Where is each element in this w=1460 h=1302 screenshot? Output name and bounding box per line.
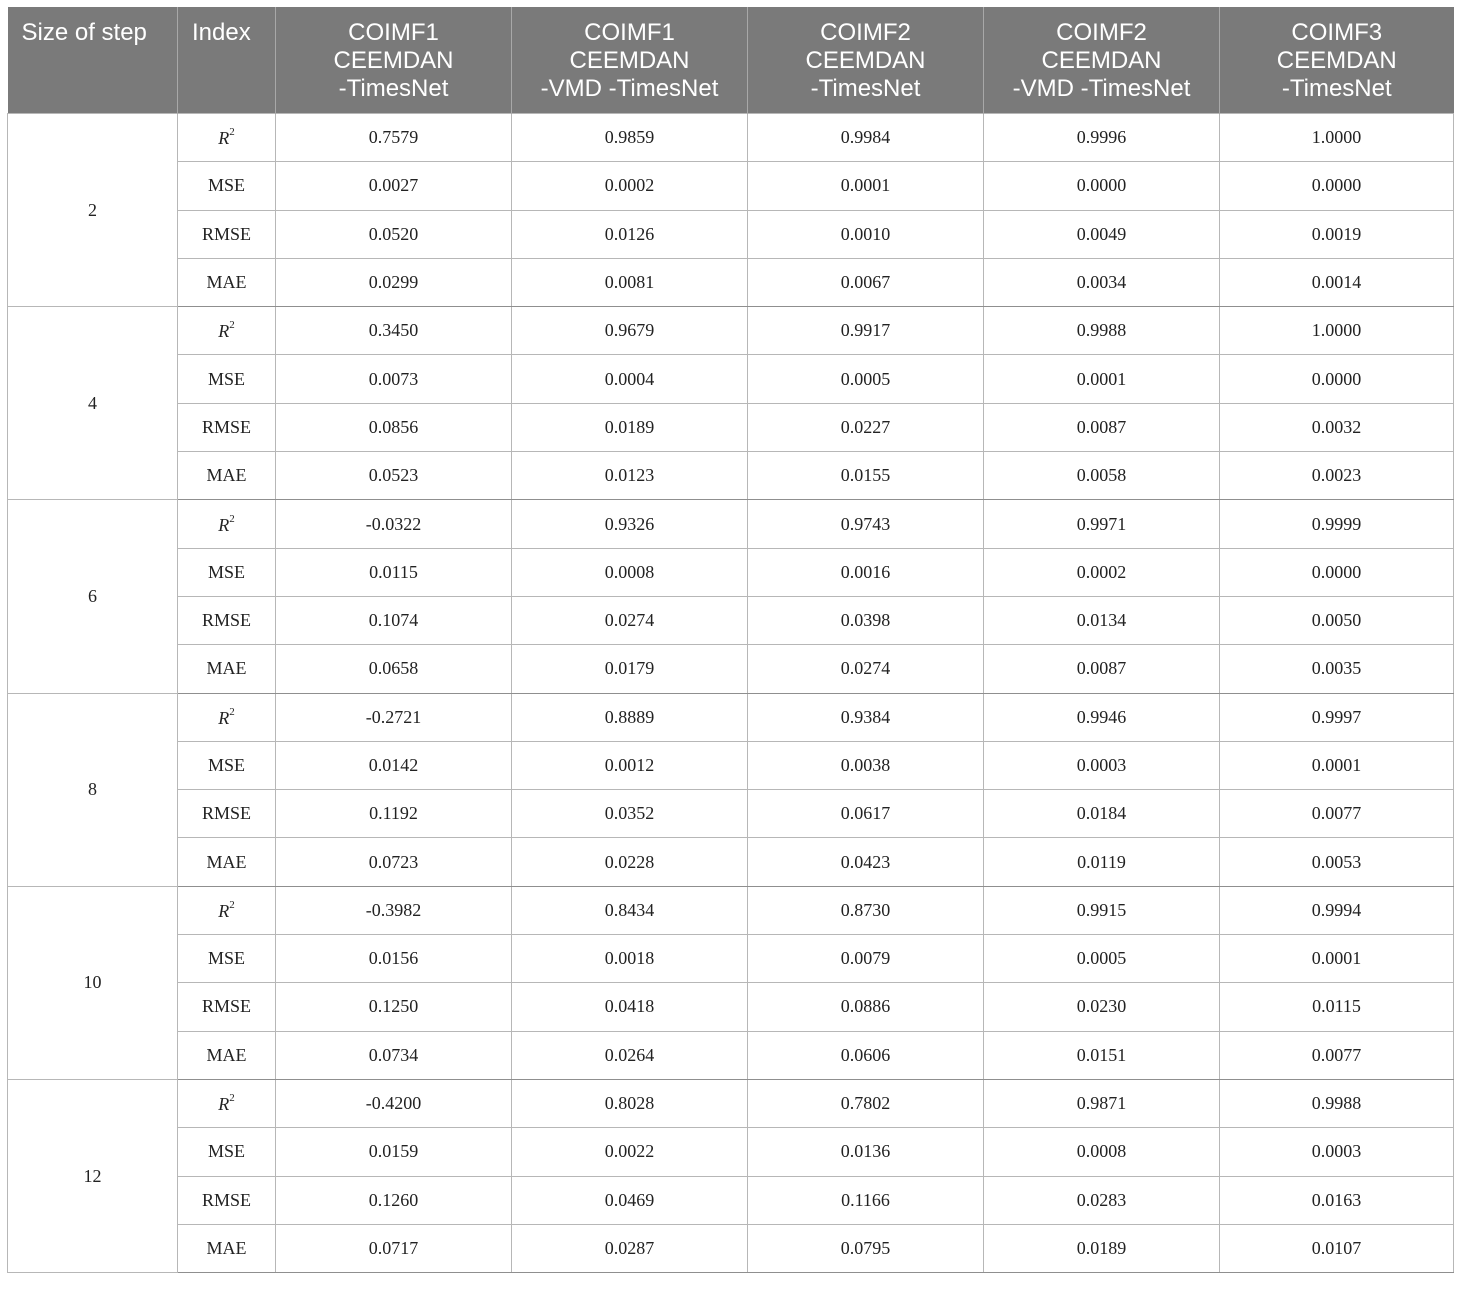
value-cell: 0.0027 (276, 162, 512, 210)
index-cell (178, 1079, 276, 1127)
value-cell: 0.9743 (748, 500, 984, 548)
value-cell: 0.0189 (984, 1224, 1220, 1272)
value-cell: 0.0087 (984, 403, 1220, 451)
header-coimf1-ceemdan-timesnet (276, 7, 512, 114)
header-line: CEEMDAN (1041, 47, 1162, 74)
value-cell: 0.8730 (748, 886, 984, 934)
value-cell: 0.9994 (1220, 886, 1454, 934)
value-cell: 0.0115 (276, 548, 512, 596)
value-cell: 0.0008 (984, 1128, 1220, 1176)
value-cell: 0.0008 (512, 548, 748, 596)
step-size-cell: 10 (8, 886, 178, 1079)
header-line: -VMD -TimesNet (540, 75, 719, 102)
index-cell: MAE (178, 1224, 276, 1272)
table-row (8, 307, 1454, 355)
index-cell: RMSE (178, 1176, 276, 1224)
index-cell: RMSE (178, 596, 276, 644)
value-cell: 0.0005 (748, 355, 984, 403)
value-cell: 0.0134 (984, 596, 1220, 644)
value-cell: 0.0352 (512, 790, 748, 838)
value-cell: -0.4200 (276, 1079, 512, 1127)
value-cell: 0.0003 (1220, 1128, 1454, 1176)
table-row (8, 741, 1454, 789)
table-row (8, 1031, 1454, 1079)
value-cell: 0.0299 (276, 258, 512, 306)
header-line: -TimesNet (1281, 75, 1392, 102)
value-cell: 0.0189 (512, 403, 748, 451)
value-cell: 0.0004 (512, 355, 748, 403)
value-cell: 0.0523 (276, 452, 512, 500)
r-squared-label (218, 705, 235, 728)
value-cell: 0.0156 (276, 935, 512, 983)
header-line: -TimesNet (810, 75, 921, 102)
value-cell: 0.0717 (276, 1224, 512, 1272)
value-cell: 0.0001 (1220, 741, 1454, 789)
value-cell: 0.0520 (276, 210, 512, 258)
value-cell: 0.9988 (984, 307, 1220, 355)
header-line: COIMF2 (1056, 19, 1147, 46)
value-cell: 0.0107 (1220, 1224, 1454, 1272)
index-label: R (218, 514, 230, 535)
value-cell: 0.9996 (984, 114, 1220, 162)
table-row (8, 1176, 1454, 1224)
index-cell: RMSE (178, 403, 276, 451)
value-cell: 0.7802 (748, 1079, 984, 1127)
value-cell: 0.9326 (512, 500, 748, 548)
table-row (8, 1079, 1454, 1127)
value-cell: -0.2721 (276, 693, 512, 741)
value-cell: 0.0734 (276, 1031, 512, 1079)
value-cell: 0.0119 (984, 838, 1220, 886)
header-size-of-step (8, 7, 178, 114)
header-line: -VMD -TimesNet (1012, 75, 1191, 102)
value-cell: 0.8028 (512, 1079, 748, 1127)
value-cell: 0.0228 (512, 838, 748, 886)
table-row (8, 645, 1454, 693)
value-cell: 0.0038 (748, 741, 984, 789)
value-cell: 0.0606 (748, 1031, 984, 1079)
table-row (8, 500, 1454, 548)
value-cell: 1.0000 (1220, 307, 1454, 355)
value-cell: 0.0077 (1220, 790, 1454, 838)
value-cell: 0.8434 (512, 886, 748, 934)
table-row (8, 790, 1454, 838)
index-cell: MAE (178, 645, 276, 693)
step-size-cell: 12 (8, 1079, 178, 1272)
r-squared-label (218, 512, 235, 535)
value-cell: 0.0617 (748, 790, 984, 838)
value-cell: 0.7579 (276, 114, 512, 162)
value-cell: 0.1166 (748, 1176, 984, 1224)
index-label: R (218, 900, 230, 921)
value-cell: 0.0179 (512, 645, 748, 693)
index-cell (178, 886, 276, 934)
value-cell: 0.0077 (1220, 1031, 1454, 1079)
value-cell: 0.0087 (984, 645, 1220, 693)
header-line: CEEMDAN (569, 47, 690, 74)
table-row (8, 355, 1454, 403)
step-size-cell: 2 (8, 114, 178, 307)
value-cell: 0.0418 (512, 983, 748, 1031)
header-line: CEEMDAN (333, 47, 454, 74)
value-cell: 0.0126 (512, 210, 748, 258)
value-cell: 0.0795 (748, 1224, 984, 1272)
step-size-cell: 8 (8, 693, 178, 886)
value-cell: -0.3982 (276, 886, 512, 934)
value-cell: 1.0000 (1220, 114, 1454, 162)
index-cell: MSE (178, 741, 276, 789)
index-cell: MAE (178, 452, 276, 500)
index-cell (178, 500, 276, 548)
table-row (8, 403, 1454, 451)
value-cell: 0.0081 (512, 258, 748, 306)
index-cell: MAE (178, 838, 276, 886)
value-cell: 0.0274 (512, 596, 748, 644)
index-superscript: 2 (229, 126, 235, 139)
header-line: COIMF1 (584, 19, 675, 46)
header-index (178, 7, 276, 114)
table-body (8, 114, 1454, 1273)
value-cell: 0.0287 (512, 1224, 748, 1272)
table-row (8, 983, 1454, 1031)
index-cell: MSE (178, 935, 276, 983)
header-row (8, 7, 1454, 114)
value-cell: 0.9999 (1220, 500, 1454, 548)
value-cell: 0.0002 (984, 548, 1220, 596)
value-cell: 0.0155 (748, 452, 984, 500)
value-cell: 0.0032 (1220, 403, 1454, 451)
index-cell: RMSE (178, 983, 276, 1031)
value-cell: 0.0000 (1220, 162, 1454, 210)
value-cell: 0.9971 (984, 500, 1220, 548)
index-superscript: 2 (229, 1092, 235, 1105)
value-cell: 0.0002 (512, 162, 748, 210)
value-cell: 0.0723 (276, 838, 512, 886)
index-cell: RMSE (178, 210, 276, 258)
value-cell: 0.0073 (276, 355, 512, 403)
value-cell: -0.0322 (276, 500, 512, 548)
table-row (8, 1224, 1454, 1272)
value-cell: 0.1074 (276, 596, 512, 644)
value-cell: 0.0034 (984, 258, 1220, 306)
header-line: COIMF3 (1291, 19, 1383, 46)
index-label: R (218, 707, 230, 728)
value-cell: 0.9871 (984, 1079, 1220, 1127)
value-cell: 0.0136 (748, 1128, 984, 1176)
table-row (8, 838, 1454, 886)
value-cell: 0.0856 (276, 403, 512, 451)
index-cell: MAE (178, 1031, 276, 1079)
value-cell: 0.0283 (984, 1176, 1220, 1224)
value-cell: 0.9679 (512, 307, 748, 355)
table-row (8, 886, 1454, 934)
value-cell: 0.0886 (748, 983, 984, 1031)
value-cell: 0.0142 (276, 741, 512, 789)
value-cell: 0.0469 (512, 1176, 748, 1224)
header-line: CEEMDAN (805, 47, 926, 74)
value-cell: 0.0000 (1220, 548, 1454, 596)
value-cell: 0.9946 (984, 693, 1220, 741)
header-coimf2-ceemdan-timesnet (748, 7, 984, 114)
index-superscript: 2 (229, 898, 235, 911)
step-size-cell: 6 (8, 500, 178, 693)
value-cell: 0.0163 (1220, 1176, 1454, 1224)
value-cell: 0.0079 (748, 935, 984, 983)
value-cell: 0.1260 (276, 1176, 512, 1224)
header-line: Size of step (21, 19, 147, 46)
table-row (8, 114, 1454, 162)
table-row (8, 693, 1454, 741)
index-cell (178, 307, 276, 355)
value-cell: 0.0123 (512, 452, 748, 500)
index-cell: MSE (178, 355, 276, 403)
value-cell: 0.0067 (748, 258, 984, 306)
header-line: COIMF2 (820, 19, 911, 46)
header-coimf1-ceemdan-vmd-timesnet (512, 7, 748, 114)
value-cell: 0.0003 (984, 741, 1220, 789)
table-header (8, 7, 1454, 114)
value-cell: 0.0014 (1220, 258, 1454, 306)
value-cell: 0.1250 (276, 983, 512, 1031)
index-label: R (218, 1094, 230, 1115)
r-squared-label (218, 1094, 235, 1114)
value-cell: 0.0016 (748, 548, 984, 596)
index-label: R (218, 128, 230, 149)
index-superscript: 2 (229, 705, 235, 718)
r-squared-label (218, 128, 235, 148)
value-cell: 0.0049 (984, 210, 1220, 258)
index-cell (178, 693, 276, 741)
value-cell: 0.0010 (748, 210, 984, 258)
index-cell: MAE (178, 258, 276, 306)
value-cell: 0.0159 (276, 1128, 512, 1176)
value-cell: 0.0022 (512, 1128, 748, 1176)
value-cell: 0.0184 (984, 790, 1220, 838)
table-row (8, 1128, 1454, 1176)
value-cell: 0.0000 (1220, 355, 1454, 403)
header-coimf2-ceemdan-vmd-timesnet (984, 7, 1220, 114)
table-row (8, 596, 1454, 644)
value-cell: 0.0053 (1220, 838, 1454, 886)
value-cell: 0.9984 (748, 114, 984, 162)
table-row (8, 935, 1454, 983)
value-cell: 0.0001 (984, 355, 1220, 403)
value-cell: 0.9859 (512, 114, 748, 162)
value-cell: 0.0423 (748, 838, 984, 886)
table-row (8, 452, 1454, 500)
index-cell: RMSE (178, 790, 276, 838)
index-superscript: 2 (229, 512, 235, 525)
index-cell: MSE (178, 162, 276, 210)
header-line: Index (192, 19, 251, 46)
value-cell: 0.3450 (276, 307, 512, 355)
value-cell: 0.9917 (748, 307, 984, 355)
value-cell: 0.0018 (512, 935, 748, 983)
value-cell: 0.0023 (1220, 452, 1454, 500)
value-cell: 0.0264 (512, 1031, 748, 1079)
header-line: COIMF1 (348, 19, 439, 46)
results-table (7, 7, 1454, 1273)
value-cell: 0.0151 (984, 1031, 1220, 1079)
index-cell (178, 114, 276, 162)
header-coimf3-ceemdan-timesnet (1220, 7, 1454, 114)
value-cell: 0.0658 (276, 645, 512, 693)
value-cell: 0.9997 (1220, 693, 1454, 741)
table-row (8, 210, 1454, 258)
value-cell: 0.0035 (1220, 645, 1454, 693)
value-cell: 0.0230 (984, 983, 1220, 1031)
value-cell: 0.0398 (748, 596, 984, 644)
r-squared-label (218, 898, 235, 921)
table-row (8, 548, 1454, 596)
value-cell: 0.0227 (748, 403, 984, 451)
table-row (8, 162, 1454, 210)
value-cell: 0.9915 (984, 886, 1220, 934)
value-cell: 0.0012 (512, 741, 748, 789)
value-cell: 0.9988 (1220, 1079, 1454, 1127)
index-superscript: 2 (229, 319, 235, 332)
value-cell: 0.0019 (1220, 210, 1454, 258)
value-cell: 0.0000 (984, 162, 1220, 210)
value-cell: 0.0001 (748, 162, 984, 210)
value-cell: 0.0058 (984, 452, 1220, 500)
table-row (8, 258, 1454, 306)
index-cell: MSE (178, 1128, 276, 1176)
value-cell: 0.0274 (748, 645, 984, 693)
step-size-cell: 4 (8, 307, 178, 500)
index-label: R (218, 321, 230, 342)
header-line: -TimesNet (338, 75, 449, 102)
value-cell: 0.0050 (1220, 596, 1454, 644)
index-cell: MSE (178, 548, 276, 596)
header-line: CEEMDAN (1276, 47, 1397, 74)
value-cell: 0.8889 (512, 693, 748, 741)
r-squared-label (218, 321, 235, 341)
value-cell: 0.0115 (1220, 983, 1454, 1031)
value-cell: 0.0005 (984, 935, 1220, 983)
value-cell: 0.1192 (276, 790, 512, 838)
value-cell: 0.0001 (1220, 935, 1454, 983)
value-cell: 0.9384 (748, 693, 984, 741)
